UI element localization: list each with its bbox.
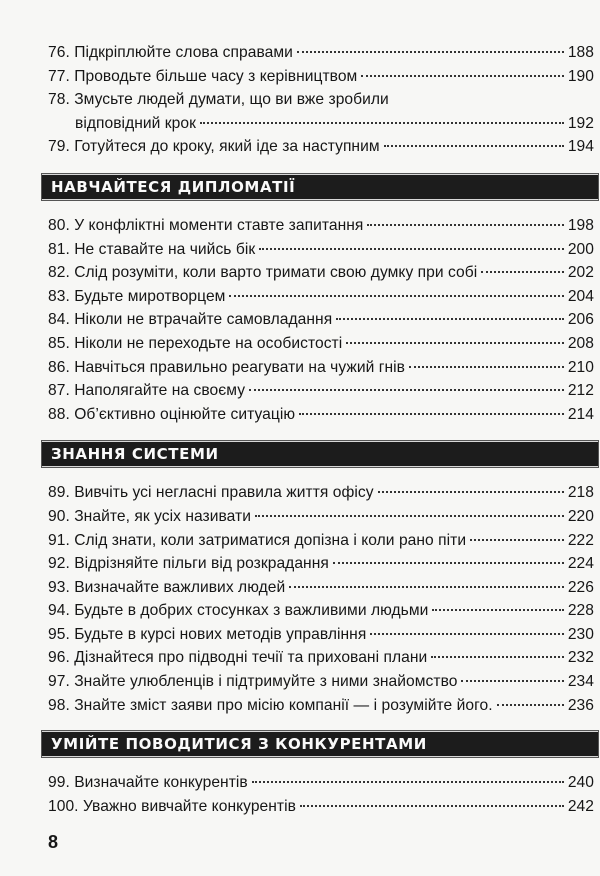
dot-leader — [431, 656, 564, 658]
entry-number: 84. — [48, 311, 70, 329]
toc-entry-92 — [48, 552, 594, 576]
entry-title: Вивчіть усі негласні правила життя офісу — [74, 484, 374, 502]
page-number: 208 — [567, 334, 594, 352]
entry-number: 87. — [48, 382, 70, 400]
entry-number: 90. — [48, 507, 70, 525]
toc-entry-85 — [48, 332, 594, 356]
toc-entry-89 — [48, 481, 594, 505]
entry-title: Ніколи не переходьте на особистості — [74, 334, 343, 352]
entry-number: 78. — [48, 91, 70, 109]
dot-leader — [252, 781, 564, 783]
page-number: 232 — [567, 649, 594, 667]
entry-number: 92. — [48, 555, 70, 573]
toc-entry-86 — [48, 356, 594, 380]
toc-entry-96 — [48, 646, 594, 670]
entry-number: 88. — [48, 405, 70, 423]
dot-leader — [249, 389, 564, 391]
dot-leader — [432, 609, 563, 611]
entry-title: Проводьте більше часу з керівництвом — [74, 67, 358, 85]
dot-leader — [200, 122, 564, 124]
toc-entry-82 — [48, 261, 594, 285]
page-number: 204 — [567, 287, 594, 305]
dot-leader — [299, 413, 564, 415]
entry-title: Відрізняйте пільги від розкрадання — [74, 555, 329, 573]
entry-title: Готуйтеся до кроку, який іде за наступним — [74, 138, 380, 156]
dot-leader — [378, 491, 564, 493]
page-number: 192 — [567, 114, 594, 132]
page-number: 214 — [567, 405, 594, 423]
entry-number: 96. — [48, 649, 70, 667]
entry-title: Ніколи не втрачайте самовладання — [74, 311, 333, 329]
toc-entry-93 — [48, 576, 594, 600]
entry-title: Знайте зміст заяви про місію компанії — і розумійте його. — [74, 696, 493, 714]
entry-number: 91. — [48, 531, 70, 549]
entry-title: Слід розуміти, коли варто тримати свою думку при собі — [74, 264, 478, 282]
entry-title: Знайте, як усіх називати — [74, 507, 252, 525]
toc-entry-98 — [48, 694, 594, 718]
entry-title: Не ставайте на чийсь бік — [74, 240, 256, 258]
page-number: 194 — [567, 138, 594, 156]
entry-title: Будьте в добрих стосунках з важливими людьми — [74, 602, 429, 620]
toc-entry-77 — [48, 65, 594, 89]
toc-entry-84 — [48, 308, 594, 332]
toc-entry-95 — [48, 623, 594, 647]
entry-number: 76. — [48, 44, 70, 61]
entry-title: Слід знати, коли затриматися допізна і коли рано піти — [74, 531, 467, 549]
entry-title: Уважно вивчайте конкурентів — [82, 797, 296, 815]
dot-leader — [367, 224, 563, 226]
toc-entry-97 — [48, 670, 594, 694]
dot-leader — [384, 145, 564, 147]
page-number: 242 — [567, 797, 594, 815]
page-number: 212 — [567, 382, 594, 400]
entry-number: 98. — [48, 696, 70, 714]
page-number: 200 — [567, 240, 594, 258]
entry-number: 79. — [48, 138, 70, 156]
entry-title-continued: відповідний крок — [75, 114, 196, 132]
entry-title: Знайте улюбленців і підтримуйте з ними знайомство — [74, 673, 458, 691]
entry-title: Дізнайтеся про підводні течії та приховані плани — [74, 649, 428, 667]
page-number: 234 — [567, 673, 594, 691]
section-heading-competitors: УМІЙТЕ ПОВОДИТИСЯ З КОНКУРЕНТАМИ — [42, 731, 598, 757]
entry-number: 86. — [48, 358, 70, 376]
entry-number: 89. — [48, 484, 70, 502]
entry-number: 100. — [48, 797, 79, 815]
entry-title: Будьте в курсі нових методів управління — [74, 625, 367, 643]
entry-title: Наполягайте на своєму — [74, 382, 246, 400]
page-number: 236 — [567, 696, 594, 714]
dot-leader — [229, 295, 563, 297]
entry-number: 95. — [48, 625, 70, 643]
entry-title: Будьте миротворцем — [74, 287, 226, 305]
entry-number: 93. — [48, 578, 70, 596]
dot-leader — [259, 248, 564, 250]
toc-entry-79 — [48, 135, 594, 159]
table-of-contents — [48, 41, 594, 818]
entry-title: Визначайте важливих людей — [74, 578, 286, 596]
section-heading-system: ЗНАННЯ СИСТЕМИ — [42, 441, 598, 467]
page-number: 222 — [567, 531, 594, 549]
dot-leader — [481, 271, 564, 273]
entry-number: 99. — [48, 774, 70, 792]
dot-leader — [255, 515, 564, 517]
page-number: 240 — [567, 774, 594, 792]
dot-leader — [336, 318, 564, 320]
dot-leader — [470, 539, 564, 541]
dot-leader — [333, 562, 564, 564]
page-number: 210 — [567, 358, 594, 376]
entry-title: Об’єктивно оцінюйте ситуацію — [74, 405, 296, 423]
entry-number: 85. — [48, 334, 70, 352]
toc-entry-81 — [48, 238, 594, 262]
dot-leader — [300, 805, 564, 807]
entry-title: У конфліктні моменти ставте запитання — [74, 216, 364, 234]
page-number: 190 — [567, 67, 594, 85]
page-number: 188 — [567, 44, 594, 61]
entry-number: 82. — [48, 264, 70, 282]
entry-title: Змусьте людей думати, що ви вже зробили — [74, 91, 389, 109]
page-number: 230 — [567, 625, 594, 643]
toc-entry-78 — [48, 88, 594, 135]
toc-entry-83 — [48, 285, 594, 309]
entry-number: 83. — [48, 287, 70, 305]
page-number: 206 — [567, 311, 594, 329]
entry-number: 97. — [48, 673, 70, 691]
toc-entry-87 — [48, 379, 594, 403]
dot-leader — [461, 680, 563, 682]
toc-entry-99 — [48, 771, 594, 795]
page-number: 202 — [567, 264, 594, 282]
page-number: 228 — [567, 602, 594, 620]
toc-entry-94 — [48, 599, 594, 623]
page-number: 226 — [567, 578, 594, 596]
page-number: 220 — [567, 507, 594, 525]
toc-entry-80 — [48, 214, 594, 238]
entry-title: Підкріплюйте слова справами — [74, 44, 293, 61]
section-heading-diplomacy: НАВЧАЙТЕСЯ ДИПЛОМАТІЇ — [42, 174, 598, 200]
dot-leader — [346, 342, 564, 344]
dot-leader — [497, 704, 564, 706]
entry-number: 81. — [48, 240, 70, 258]
dot-leader — [289, 586, 564, 588]
toc-entry-100 — [48, 795, 594, 819]
toc-entry-76 — [48, 41, 594, 65]
dot-leader — [409, 366, 564, 368]
dot-leader — [361, 75, 564, 77]
page-number: 218 — [567, 484, 594, 502]
dot-leader — [297, 51, 564, 53]
entry-title: Визначайте конкурентів — [74, 774, 248, 792]
folio-page-number: 8 — [48, 832, 59, 852]
toc-entry-91 — [48, 529, 594, 553]
toc-entry-90 — [48, 505, 594, 529]
entry-number: 80. — [48, 216, 70, 234]
entry-number: 77. — [48, 67, 70, 85]
page-number: 198 — [567, 216, 594, 234]
dot-leader — [370, 633, 564, 635]
entry-number: 94. — [48, 602, 70, 620]
toc-entry-88 — [48, 403, 594, 427]
page-number: 224 — [567, 555, 594, 573]
entry-title: Навчіться правильно реагувати на чужий гнів — [74, 358, 406, 376]
